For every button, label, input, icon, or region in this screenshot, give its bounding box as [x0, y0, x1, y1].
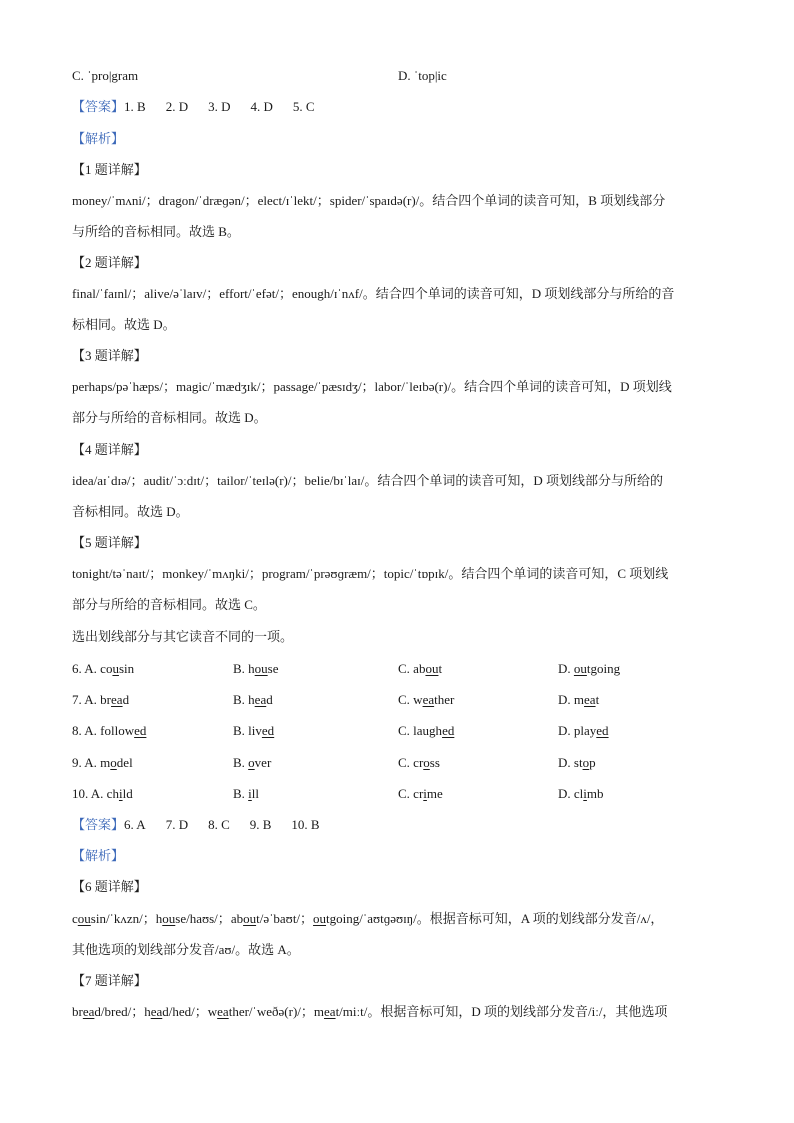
- option-b: B. house: [233, 661, 279, 676]
- option-c: C. crime: [398, 786, 443, 801]
- option-c-program: C. ˈpro|gram: [72, 68, 139, 83]
- q7-heading: 【7 题详解】: [72, 973, 147, 988]
- answer-item: 9. B: [249, 817, 272, 832]
- question-row-7: [72, 691, 722, 709]
- option-d-topic: D. ˈtop|ic: [398, 68, 447, 83]
- question-row-6: [72, 660, 722, 678]
- instruction-text: 选出划线部分与其它读音不同的一项。: [72, 629, 294, 644]
- option-a: 7. A. bread: [72, 692, 130, 707]
- answer-item: 8. C: [208, 817, 230, 832]
- q6-heading: 【6 题详解】: [72, 879, 147, 894]
- q6-line-2: 其他选项的划线部分发音/aʊ/。故选 A。: [72, 942, 300, 957]
- q2-line-1: final/ˈfaɪnl/；alive/əˈlaɪv/；effort/ˈefət/；enough/ɪˈnʌf/。结合四个单词的读音可知，D 项划线部分与所给的音: [72, 286, 675, 301]
- option-c: C. cross: [398, 755, 440, 770]
- option-d: D. outgoing: [558, 661, 621, 676]
- q5-line-1: tonight/təˈnaɪt/；monkey/ˈmʌŋki/；program/ˈprəʊɡræm/；topic/ˈtɒpɪk/。结合四个单词的读音可知，C 项划线: [72, 566, 669, 581]
- answer-item: 2. D: [165, 99, 189, 114]
- option-a: 9. A. model: [72, 755, 133, 770]
- option-a: 8. A. followed: [72, 723, 147, 738]
- q3-line-2: 部分与所给的音标相同。故选 D。: [72, 410, 267, 425]
- answer-item: 5. C: [292, 99, 315, 114]
- option-d: D. climb: [558, 786, 604, 801]
- option-b: B. ill: [233, 786, 260, 801]
- option-b: B. lived: [233, 723, 275, 738]
- question-row-10: [72, 785, 722, 803]
- q1-line-1: money/ˈmʌni/；dragon/ˈdræɡən/；elect/ɪˈlekt/；spider/ˈspaɪdə(r)/。结合四个单词的读音可知，B 项划线部分: [72, 193, 666, 208]
- option-d: D. meat: [558, 692, 600, 707]
- answer-label: 【答案】: [72, 817, 125, 832]
- analysis-heading-2: 【解析】: [72, 848, 125, 863]
- q1-line-2: 与所给的音标相同。故选 B。: [72, 224, 240, 239]
- q4-line-1: idea/aɪˈdɪə/；audit/ˈɔːdɪt/；tailor/ˈteɪlə(r)/；belie/bɪˈlaɪ/。结合四个单词的读音可知，D 项划线部分与所给的: [72, 473, 664, 488]
- q4-line-2: 音标相同。故选 D。: [72, 504, 189, 519]
- q5-line-2: 部分与所给的音标相同。故选 C。: [72, 597, 266, 612]
- option-c: C. about: [398, 661, 443, 676]
- answer-item: 7. D: [165, 817, 189, 832]
- answer-item: 10. B: [291, 817, 320, 832]
- answer-item: 4. D: [250, 99, 273, 114]
- option-c: C. weather: [398, 692, 455, 707]
- analysis-heading-1: 【解析】: [72, 131, 125, 146]
- option-b: B. head: [233, 692, 273, 707]
- q7-line-1: bread/bred/；head/hed/；weather/ˈweðə(r)/；meat/miːt/。根据音标可知，D 项的划线部分发音/iː/，其他选项: [72, 1004, 668, 1019]
- q3-line-1: perhaps/pəˈhæps/；magic/ˈmædʒɪk/；passage/ˈpæsɪdʒ/；labor/ˈleɪbə(r)/。结合四个单词的读音可知，D 项划线: [72, 379, 672, 394]
- q5-heading: 【5 题详解】: [72, 535, 147, 550]
- option-a: 6. A. cousin: [72, 661, 135, 676]
- answer-item: 3. D: [208, 99, 231, 114]
- q2-heading: 【2 题详解】: [72, 255, 147, 270]
- q2-line-2: 标相同。故选 D。: [72, 317, 176, 332]
- q3-heading: 【3 题详解】: [72, 348, 147, 363]
- answer-label: 【答案】: [72, 99, 125, 114]
- question-row-9: [72, 754, 722, 772]
- q4-heading: 【4 题详解】: [72, 442, 147, 457]
- answer-item: 1. B: [124, 99, 146, 114]
- q1-heading: 【1 题详解】: [72, 162, 147, 177]
- option-c: C. laughed: [398, 723, 455, 738]
- answer-block-2: [72, 816, 340, 834]
- answer-item: 6. A: [124, 817, 146, 832]
- option-a: 10. A. child: [72, 786, 133, 801]
- option-b: B. over: [233, 755, 272, 770]
- option-d: D. played: [558, 723, 609, 738]
- option-d: D. stop: [558, 755, 596, 770]
- option-row-top: [72, 67, 722, 85]
- answer-block-1: [72, 98, 335, 116]
- q6-line-1: cousin/ˈkʌzn/；house/haʊs/；about/əˈbaʊt/；outgoing/ˈaʊtɡəʊɪŋ/。根据音标可知，A 项的划线部分发音/ʌ/，: [72, 911, 664, 926]
- question-row-8: [72, 722, 722, 740]
